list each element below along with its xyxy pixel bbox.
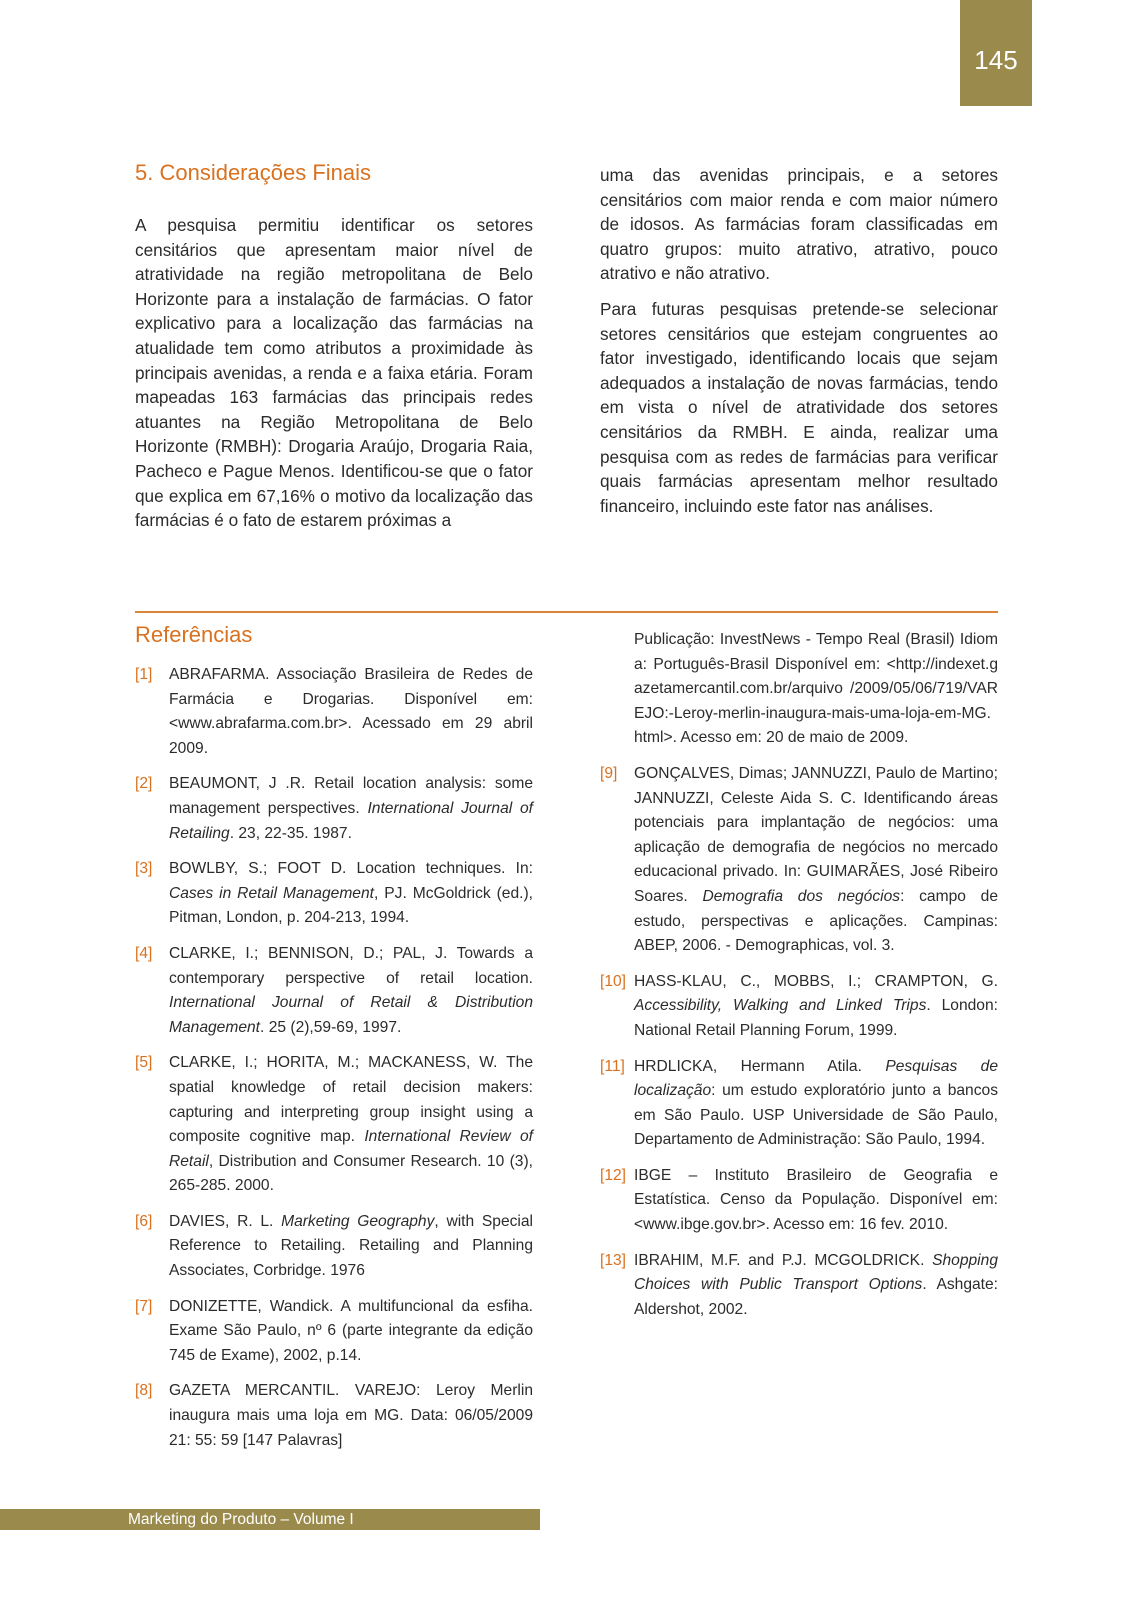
reference-item <box>135 942 533 1040</box>
reference-number: [13] <box>600 1251 627 1269</box>
reference-item <box>135 1295 533 1369</box>
reference-text: Publicação: InvestNews - Tempo Real (Brasil) Idioma: Português-Brasil Disponível em: <http://indexet.gazetamercantil.com.br/arquivo /2009/05/06/719/VAREJO:-Leroy-merlin-inaugura-mais-uma-loja-em-MG.html>. Acesso em: 20 de maio de 2009. <box>634 631 998 747</box>
reference-text: DAVIES, R. L. Marketing Geography, with Special Reference to Retailing. Retailing and Planning Associates, Corbridge. 1976 <box>169 1212 534 1280</box>
reference-item <box>135 1210 533 1284</box>
reference-text: GAZETA MERCANTIL. VAREJO: Leroy Merlin inaugura mais uma loja em MG. Data: 06/05/2009 21: 55: 59 [147 Palavras] <box>169 1382 533 1449</box>
section-left-column <box>135 160 533 544</box>
footer-bar: Marketing do Produto – Volume I <box>0 1509 540 1530</box>
reference-item <box>135 663 533 761</box>
reference-number: [6] <box>135 1212 153 1230</box>
reference-text: IBGE – Instituto Brasileiro de Geografia e Estatística. Censo da População. Disponível em: <www.ibge.gov.br>. Acesso em: 16 fev. 2010. <box>634 1166 998 1234</box>
reference-item <box>600 970 998 1044</box>
reference-text: HRDLICKA, Hermann Atila. Pesquisas de localização: um estudo exploratório junto a bancos em São Paulo. USP Universidade de São Paulo, Departamento de Administração: São Paulo, 1994. <box>634 1057 998 1149</box>
reference-text: BEAUMONT, J .R. Retail location analysis: some management perspectives. International Journal of Retailing. 23, 22-35. 1987. <box>169 775 534 842</box>
section-title: 5. Considerações Finais <box>135 160 372 185</box>
reference-number: [4] <box>135 944 153 962</box>
reference-item <box>135 857 533 931</box>
reference-text: ABRAFARMA. Associação Brasileira de Redes de Farmácia e Drogarias. Disponível em: <www.abrafarma.com.br>. Acessado em 29 abril 2009. <box>169 666 533 757</box>
page-number: 145 <box>960 0 1032 106</box>
reference-number: [5] <box>135 1054 153 1072</box>
reference-text: IBRAHIM, M.F. and P.J. MCGOLDRICK. Shopping Choices with Public Transport Options. Ashgate: Aldershot, 2002. <box>634 1251 999 1318</box>
reference-number: [3] <box>135 860 153 878</box>
divider <box>135 611 998 613</box>
reference-item <box>600 1055 998 1153</box>
references-left-column <box>135 663 533 1464</box>
reference-number: [8] <box>135 1382 153 1400</box>
reference-item <box>600 1164 998 1238</box>
reference-text: DONIZETTE, Wandick. A multifuncional da esfiha. Exame São Paulo, nº 6 (parte integrante da edição 745 de Exame), 2002, p.14. <box>169 1297 533 1364</box>
reference-number: [1] <box>135 666 153 683</box>
section-paragraph: uma das avenidas principais, e a setores censitários com maior renda e com maior número de idosos. As farmácias foram classificadas em quatro grupos: muito atrativo, atrativo, pouco atrativo e não atrativo. <box>600 165 998 284</box>
reference-text: CLARKE, I.; HORITA, M.; MACKANESS, W. The spatial knowledge of retail decision makers: capturing and interpreting group insight using a composite cognitive map. International Review of Retail, Distribution and Consumer Research. 10 (3), 265-285. 2000. <box>169 1054 533 1195</box>
reference-number: [7] <box>135 1297 153 1315</box>
reference-number: [2] <box>135 775 153 793</box>
references-title: Referências <box>135 622 253 647</box>
section-paragraph: A pesquisa permitiu identificar os setores censitários que apresentam maior nível de atratividade na região metropolitana de Belo Horizonte para a instalação de farmácias. O fator explicativo para a localização das farmácias na atualidade tem como atributos a proximidade às principais avenidas, a renda e a faixa etária. Foram mapeadas 163 farmácias das principais redes atuantes na Região Metropolitana de Belo Horizonte (RMBH): Drogaria Araújo, Drogaria Raia, Pacheco e Pague Menos. Identificou-se que o fator que explica em 67,16% o motivo da localização das farmácias é o fato de estarem próximas a <box>135 215 533 531</box>
references-right-column <box>600 628 998 1333</box>
reference-item <box>600 762 998 959</box>
reference-number: [9] <box>600 764 618 782</box>
reference-item <box>135 1051 533 1199</box>
reference-item <box>135 1379 533 1453</box>
reference-text: BOWLBY, S.; FOOT D. Location techniques. In: Cases in Retail Management, PJ. McGoldrick (ed.), Pitman, London, p. 204-213, 1994. <box>169 860 533 927</box>
reference-text: CLARKE, I.; BENNISON, D.; PAL, J. Towards a contemporary perspective of retail location. International Journal of Retail & Distribution Management. 25 (2),59-69, 1997. <box>169 944 533 1036</box>
reference-number: [12] <box>600 1166 627 1184</box>
reference-text: HASS-KLAU, C., MOBBS, I.; CRAMPTON, G. Accessibility, Walking and Linked Trips. London: National Retail Planning Forum, 1999. <box>634 972 998 1039</box>
reference-number: [11] <box>600 1057 625 1075</box>
reference-text: GONÇALVES, Dimas; JANNUZZI, Paulo de Martino; JANNUZZI, Celeste Aida S. C. Identificando áreas potenciais para implantação de negócios: uma aplicação de demografia de negócios no mercado educacional privado. In: GUIMARÃES, José Ribeiro Soares. Demografia dos negócios: campo de estudo, perspectivas e aplicações. Campinas: ABEP, 2006. - Demographicas, vol. 3. <box>634 764 998 955</box>
section-right-column <box>600 163 998 529</box>
section-paragraph: Para futuras pesquisas pretende-se selecionar setores censitários que estejam congruentes ao fator investigado, identificando locais que sejam adequados a instalação de novas farmácias, tendo em vista o nível de atratividade dos setores censitários da RMBH. E ainda, realizar uma pesquisa com as redes de farmácias para verificar quais farmácias apresentam melhor resultado financeiro, incluindo este fator nas análises. <box>600 298 998 516</box>
reference-item-continued <box>600 628 998 751</box>
reference-item <box>135 772 533 846</box>
reference-item <box>600 1249 998 1323</box>
reference-number: [10] <box>600 972 627 990</box>
